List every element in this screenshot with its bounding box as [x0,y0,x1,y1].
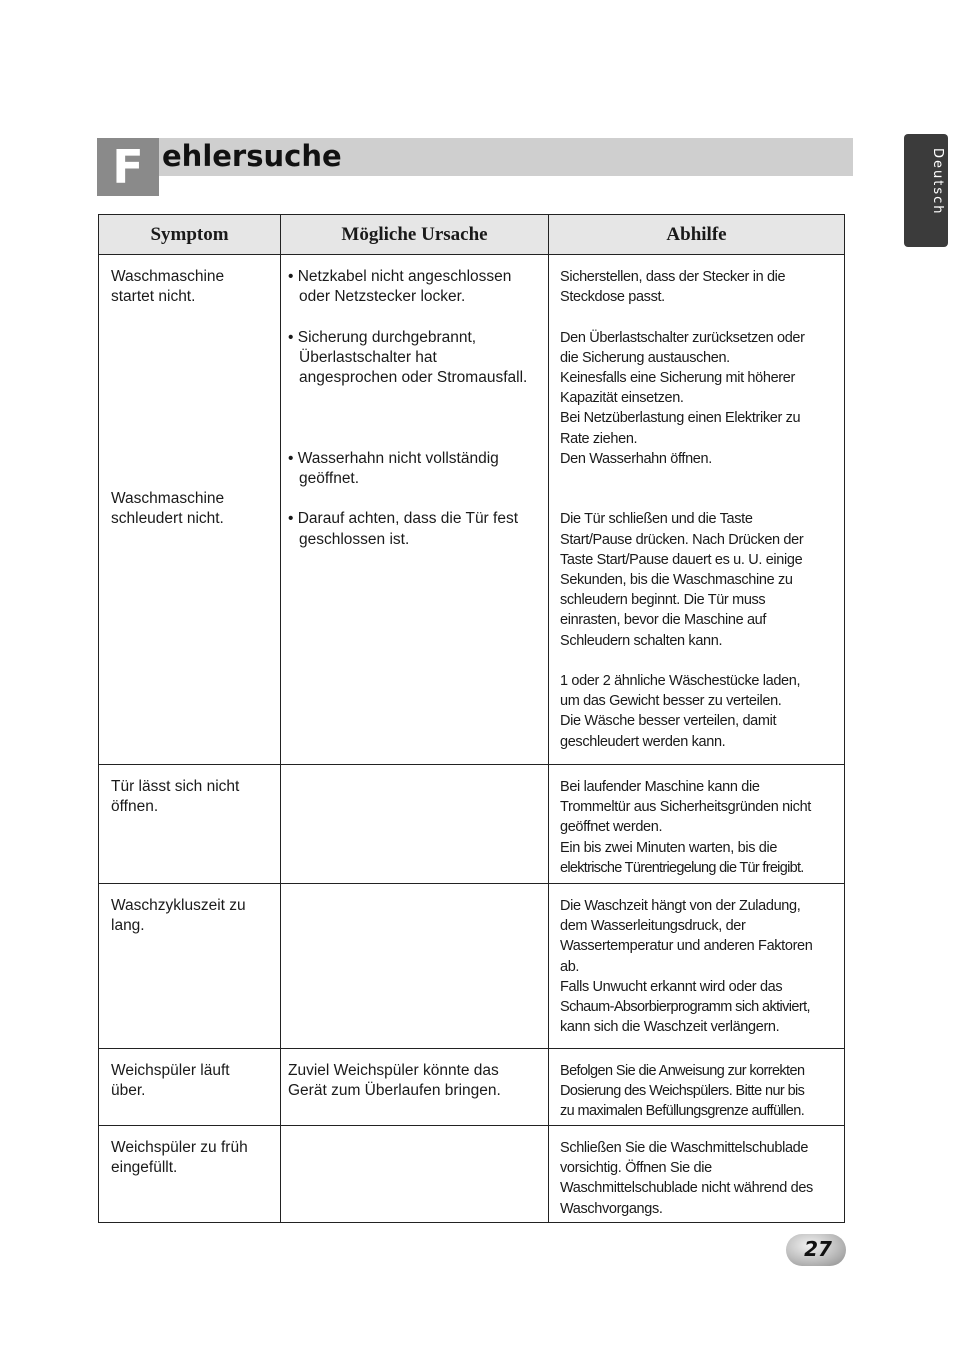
fix-line: kann sich die Waschzeit verlängern. [560,1019,780,1036]
cause-item [288,449,544,489]
fix-cell [549,884,845,1049]
fix-line: geschleudert werden kann. [560,733,726,750]
symptom-line: startet nicht. [111,288,196,306]
cause-cell [281,255,549,765]
table-row [99,1126,845,1223]
symptom-line: Waschzykluszeit zu [111,897,246,914]
table-row [99,884,845,1049]
fix-line: ab. [560,958,580,975]
fix-line: Waschmittelschublade nicht während des [560,1180,813,1197]
cause-line: angesprochen oder Stromausfall. [299,369,528,386]
cause-item [288,267,544,307]
fix-line: Trommeltür aus Sicherheitsgründen nicht [560,799,811,816]
fix-line: geöffnet werden. [560,819,663,836]
header-fix: Abhilfe [549,215,845,255]
fix-cell [549,1126,845,1223]
fix-line: einrasten, bevor die Maschine auf [560,612,767,629]
fix-line: Die Wäsche besser verteilen, damit [560,713,777,730]
symptom-cell [99,1049,281,1126]
fix-line: die Sicherung austauschen. [560,349,730,366]
fix-line: Befolgen Sie die Anweisung zur korrekten [560,1063,805,1079]
cause-line: geschlossen ist. [299,530,410,548]
symptom-line: Weichspüler zu früh [111,1139,248,1156]
fix-line: Kapazität einsetzen. [560,390,684,407]
symptom-line: Weichspüler läuft [111,1062,230,1079]
cause-line: • Netzkabel nicht angeschlossen [288,268,512,285]
fix-line: Schaum-Absorbierprogramm sich aktiviert, [560,999,810,1016]
fix-line: Wassertemperatur und anderen Faktoren [560,938,813,955]
fix-line: Rate ziehen. [560,430,638,447]
language-tab-label: Deutsch [930,148,945,216]
table-row [99,255,845,765]
header-symptom: Symptom [99,215,281,255]
fix-line: um das Gewicht besser zu verteilen. [560,693,782,710]
fix-line: Start/Pause drücken. Nach Drücken der [560,531,804,548]
symptom-line: Tür lässt sich nicht [111,778,240,795]
fix-line: schleudern beginnt. Die Tür muss [560,592,766,609]
fix-cell [549,255,845,765]
fix-line: Schleudern schalten kann. [560,632,723,649]
fix-line: Schließen Sie die Waschmittelschublade [560,1140,809,1156]
fix-line: Waschvorgangs. [560,1200,663,1217]
cause-cell [281,1126,549,1223]
cause-line: Zuviel Weichspüler könnte das [288,1062,499,1079]
table-row [99,765,845,884]
header-cause: Mögliche Ursache [281,215,549,255]
fix-line: Die Waschzeit hängt von der Zuladung, [560,898,801,914]
fix-line: zu maximalen Befüllungsgrenze auffüllen. [560,1103,805,1120]
cause-cell [281,1049,549,1126]
page-number: 27 [804,1237,832,1261]
fix-line: vorsichtig. Öffnen Sie die [560,1160,712,1177]
fix-line: elektrische Türentriegelung die Tür freigibt. [560,859,804,876]
fix-line: Sekunden, bis die Waschmaschine zu [560,572,793,588]
table-header-row [99,215,845,255]
fix-line: Sicherstellen, dass der Stecker in die [560,269,786,285]
fix-line: Die Tür schließen und die Taste [560,511,753,528]
fix-line: Den Wasserhahn öffnen. [560,450,712,467]
symptom-cell [99,255,281,765]
troubleshooting-table [98,214,845,1223]
cause-line: • Darauf achten, dass die Tür fest [288,510,519,528]
fix-line: Bei laufender Maschine kann die [560,779,760,795]
cause-item [288,328,544,389]
cause-line: Überlastschalter hat [299,348,437,366]
cause-line: oder Netzstecker locker. [299,288,466,306]
symptom-line: öffnen. [111,798,159,816]
symptom-line: Waschmaschine [111,268,225,285]
fix-line: 1 oder 2 ähnliche Wäschestücke laden, [560,673,801,689]
language-tab [904,134,948,247]
fix-line: Ein bis zwei Minuten warten, bis die [560,839,778,856]
symptom-line: über. [111,1082,146,1100]
fix-cell [549,1049,845,1126]
cause-line: geöffnet. [299,469,360,487]
fix-line: Keinesfalls eine Sicherung mit höherer [560,370,795,386]
cause-cell [281,765,549,884]
symptom-cell [99,884,281,1049]
fix-line: Steckdose passt. [560,289,665,306]
cause-line: • Wasserhahn nicht vollständig [288,449,499,467]
page-number-badge [786,1232,854,1268]
cause-item [288,509,544,549]
symptom-line: Waschmaschine [111,490,225,508]
fix-line: Den Überlastschalter zurücksetzen oder [560,329,805,346]
symptom-line: lang. [111,917,145,935]
table-row [99,1049,845,1126]
title-initial: F [97,138,159,196]
symptom-line: eingefüllt. [111,1159,178,1177]
page-title: ehlersuche [162,139,342,173]
cause-line: • Sicherung durchgebrannt, [288,328,477,346]
cause-cell [281,884,549,1049]
fix-line: Taste Start/Pause dauert es u. U. einige [560,551,803,568]
fix-cell [549,765,845,884]
fix-line: Dosierung des Weichspülers. Bitte nur bis [560,1083,805,1100]
fix-line: dem Wasserleitungsdruck, der [560,918,746,935]
fix-line: Falls Unwucht erkannt wird oder das [560,978,783,995]
fix-line: Bei Netzüberlastung einen Elektriker zu [560,410,801,427]
symptom-cell [99,1126,281,1223]
symptom-line: schleudert nicht. [111,510,224,528]
cause-line: Gerät zum Überlaufen bringen. [288,1082,501,1100]
symptom-cell [99,765,281,884]
